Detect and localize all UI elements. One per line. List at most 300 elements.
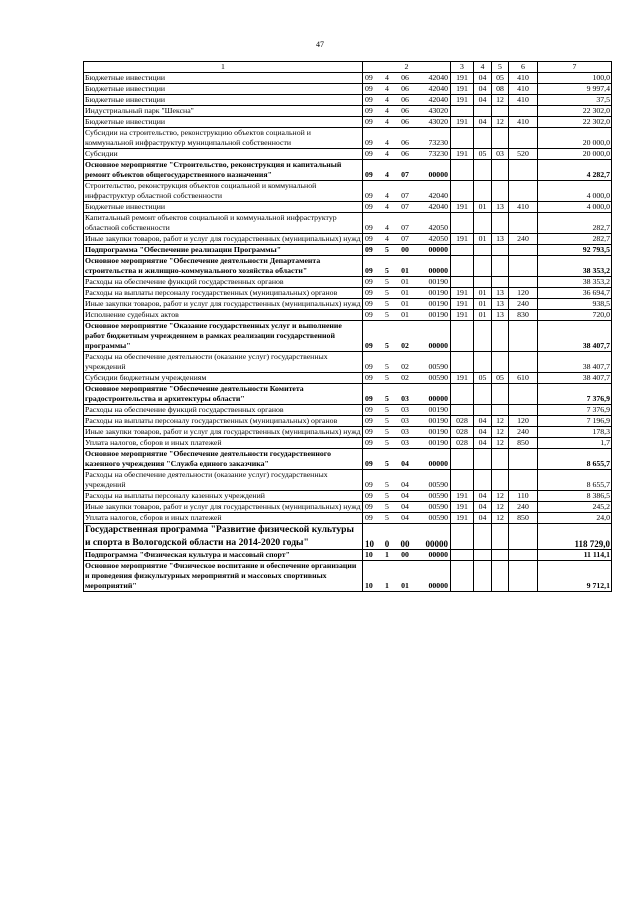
- code-part: 4: [385, 84, 389, 93]
- row-col-3: [451, 106, 474, 117]
- code-part: 5: [385, 438, 389, 447]
- code-part: 09: [365, 95, 373, 104]
- row-col-6: 850: [509, 513, 538, 524]
- row-col-5: [492, 160, 509, 181]
- code-part: 09: [365, 459, 373, 468]
- row-amount: 178,3: [538, 427, 612, 438]
- row-col-5: 12: [492, 502, 509, 513]
- row-col-4: [474, 524, 492, 550]
- row-code: [363, 373, 451, 384]
- code-part: 43020: [428, 117, 448, 126]
- row-amount: 92 793,5: [538, 245, 612, 256]
- row-col-5: [492, 561, 509, 592]
- code-part: 00: [401, 550, 409, 559]
- code-part: 07: [401, 223, 409, 232]
- row-code: [363, 245, 451, 256]
- code-part: 5: [385, 266, 389, 275]
- code-part: 42040: [428, 95, 448, 104]
- code-part: 42040: [428, 191, 448, 200]
- row-col-3: [451, 321, 474, 352]
- row-amount: 7 376,9: [538, 405, 612, 416]
- code-part: 5: [385, 416, 389, 425]
- code-part: 00000: [428, 581, 448, 590]
- row-col-6: [509, 352, 538, 373]
- code-part: 1: [385, 550, 389, 559]
- row-name: Уплата налогов, сборов и иных платежей: [84, 438, 363, 449]
- row-col-6: 240: [509, 427, 538, 438]
- row-col-4: [474, 405, 492, 416]
- row-col-6: 410: [509, 73, 538, 84]
- code-part: 09: [365, 299, 373, 308]
- row-amount: 8 386,5: [538, 491, 612, 502]
- header-col-4: 4: [474, 62, 492, 73]
- row-col-5: [492, 470, 509, 491]
- code-part: 00000: [428, 170, 448, 179]
- row-col-4: [474, 245, 492, 256]
- code-part: 01: [401, 581, 409, 590]
- row-col-6: [509, 181, 538, 202]
- row-amount: 22 302,0: [538, 117, 612, 128]
- code-part: 00000: [428, 394, 448, 403]
- row-col-4: 04: [474, 416, 492, 427]
- code-part: 42040: [428, 202, 448, 211]
- row-code: [363, 384, 451, 405]
- row-col-3: [451, 213, 474, 234]
- row-code: [363, 524, 451, 550]
- code-part: 04: [401, 459, 409, 468]
- code-part: 00000: [428, 266, 448, 275]
- code-part: 4: [385, 234, 389, 243]
- code-part: 00590: [428, 362, 448, 371]
- row-name: Основное мероприятие "Физическое воспитание и обеспечение организации и проведения физкультурных мероприятий и массовых спортивных мероприятий": [84, 561, 363, 592]
- code-part: 4: [385, 95, 389, 104]
- row-code: [363, 352, 451, 373]
- row-col-4: [474, 561, 492, 592]
- row-amount: 9 997,4: [538, 84, 612, 95]
- row-col-3: [451, 470, 474, 491]
- row-name: Основное мероприятие "Оказание государственных услуг и выполнение работ бюджетным учреждением в рамках реализации государственной программы": [84, 321, 363, 352]
- row-col-4: 01: [474, 234, 492, 245]
- header-col-1: 1: [84, 62, 363, 73]
- code-part: 4: [385, 202, 389, 211]
- row-name: Субсидии на строительство, реконструкцию объектов социальной и коммунальной инфраструктур муниципальной собственности: [84, 128, 363, 149]
- row-col-4: 05: [474, 149, 492, 160]
- row-col-3: 191: [451, 84, 474, 95]
- code-part: 04: [401, 491, 409, 500]
- code-part: 09: [365, 427, 373, 436]
- table-row: [84, 181, 612, 202]
- code-part: 03: [401, 427, 409, 436]
- row-code: [363, 288, 451, 299]
- code-part: 00190: [428, 277, 448, 286]
- row-col-4: 04: [474, 502, 492, 513]
- code-part: 00000: [428, 341, 448, 350]
- row-col-3: 191: [451, 513, 474, 524]
- code-part: 09: [365, 277, 373, 286]
- table-row: [84, 277, 612, 288]
- row-code: [363, 128, 451, 149]
- code-part: 01: [401, 299, 409, 308]
- row-code: [363, 405, 451, 416]
- row-col-6: 830: [509, 310, 538, 321]
- row-amount: 4 000,0: [538, 181, 612, 202]
- page-number: 47: [316, 40, 324, 49]
- row-col-6: [509, 213, 538, 234]
- row-col-5: 05: [492, 373, 509, 384]
- row-name: Государственная программа "Развитие физической культуры и спорта в Вологодской области на 2014-2020 годы": [84, 524, 363, 550]
- row-col-6: [509, 384, 538, 405]
- row-col-6: [509, 106, 538, 117]
- row-col-6: [509, 256, 538, 277]
- row-col-4: 01: [474, 299, 492, 310]
- code-part: 4: [385, 191, 389, 200]
- row-col-6: [509, 405, 538, 416]
- row-col-3: 191: [451, 117, 474, 128]
- code-part: 00190: [428, 288, 448, 297]
- table-row: [84, 491, 612, 502]
- row-code: [363, 470, 451, 491]
- table-row: [84, 73, 612, 84]
- header-col-5: 5: [492, 62, 509, 73]
- row-amount: 720,0: [538, 310, 612, 321]
- row-col-6: [509, 449, 538, 470]
- code-part: 5: [385, 299, 389, 308]
- table-row: [84, 405, 612, 416]
- row-col-4: 04: [474, 84, 492, 95]
- row-col-4: 01: [474, 288, 492, 299]
- row-col-5: 12: [492, 491, 509, 502]
- code-part: 00: [401, 245, 409, 254]
- table-row: [84, 299, 612, 310]
- code-part: 09: [365, 288, 373, 297]
- code-part: 00590: [428, 373, 448, 382]
- code-part: 09: [365, 341, 373, 350]
- row-amount: 38 353,2: [538, 256, 612, 277]
- row-col-6: 240: [509, 502, 538, 513]
- row-code: [363, 84, 451, 95]
- row-col-5: [492, 213, 509, 234]
- row-code: [363, 213, 451, 234]
- row-code: [363, 513, 451, 524]
- row-code: [363, 106, 451, 117]
- code-part: 5: [385, 373, 389, 382]
- code-part: 09: [365, 191, 373, 200]
- code-part: 10: [365, 581, 373, 590]
- row-col-6: [509, 321, 538, 352]
- row-code: [363, 427, 451, 438]
- table-row: [84, 202, 612, 213]
- row-col-3: 191: [451, 373, 474, 384]
- code-part: 00590: [428, 491, 448, 500]
- row-col-4: [474, 213, 492, 234]
- row-name: Основное мероприятие "Обеспечение деятельности Департамента строительства и жилищно-коммунального хозяйства области": [84, 256, 363, 277]
- code-part: 43020: [428, 106, 448, 115]
- code-part: 09: [365, 438, 373, 447]
- row-amount: 38 407,7: [538, 352, 612, 373]
- row-name: Иные закупки товаров, работ и услуг для государственных (муниципальных) нужд: [85, 427, 361, 436]
- row-col-5: 12: [492, 416, 509, 427]
- row-col-5: 12: [492, 95, 509, 106]
- table-row: [84, 373, 612, 384]
- code-part: 09: [365, 405, 373, 414]
- row-col-4: [474, 384, 492, 405]
- row-amount: 20 000,0: [538, 128, 612, 149]
- row-col-6: 520: [509, 149, 538, 160]
- row-col-3: [451, 277, 474, 288]
- table-row: [84, 384, 612, 405]
- table-row: [84, 245, 612, 256]
- row-col-5: [492, 106, 509, 117]
- row-col-3: [451, 160, 474, 181]
- row-col-5: 13: [492, 299, 509, 310]
- code-part: 00190: [428, 299, 448, 308]
- code-part: 00000: [428, 245, 448, 254]
- table-row: [84, 513, 612, 524]
- row-amount: 37,5: [538, 95, 612, 106]
- table-row: [84, 288, 612, 299]
- row-name: Субсидии: [84, 149, 363, 160]
- code-part: 09: [365, 84, 373, 93]
- code-part: 09: [365, 502, 373, 511]
- row-col-3: 191: [451, 502, 474, 513]
- table-row: [84, 117, 612, 128]
- row-col-4: 04: [474, 73, 492, 84]
- row-col-3: 028: [451, 416, 474, 427]
- code-part: 02: [401, 373, 409, 382]
- row-col-5: 03: [492, 149, 509, 160]
- code-part: 42040: [428, 84, 448, 93]
- row-col-5: 13: [492, 202, 509, 213]
- row-col-5: 08: [492, 84, 509, 95]
- row-name: Подпрограмма "Физическая культура и массовый спорт": [84, 550, 363, 561]
- table-row: [84, 416, 612, 427]
- row-col-6: 240: [509, 234, 538, 245]
- row-col-3: 028: [451, 427, 474, 438]
- code-part: 5: [385, 502, 389, 511]
- row-code: [363, 73, 451, 84]
- row-code: [363, 181, 451, 202]
- row-amount: 24,0: [538, 513, 612, 524]
- code-part: 07: [401, 202, 409, 211]
- table-row: [84, 438, 612, 449]
- row-amount: 36 694,7: [538, 288, 612, 299]
- row-name: Основное мероприятие "Строительство, реконструкция и капитальный ремонт объектов общегосударственного назначения": [84, 160, 363, 181]
- row-col-6: 240: [509, 299, 538, 310]
- row-code: [363, 256, 451, 277]
- code-part: 5: [385, 427, 389, 436]
- row-code: [363, 160, 451, 181]
- row-amount: 38 407,7: [538, 321, 612, 352]
- code-part: 09: [365, 245, 373, 254]
- row-col-4: [474, 181, 492, 202]
- row-col-4: [474, 352, 492, 373]
- row-col-4: [474, 106, 492, 117]
- code-part: 09: [365, 480, 373, 489]
- header-col-2: 2: [363, 62, 451, 73]
- code-part: 4: [385, 138, 389, 147]
- row-col-5: 13: [492, 234, 509, 245]
- row-name: Иные закупки товаров, работ и услуг для государственных (муниципальных) нужд: [85, 502, 361, 511]
- code-part: 00000: [428, 459, 448, 468]
- code-part: 00590: [428, 513, 448, 522]
- row-name: Бюджетные инвестиции: [84, 95, 363, 106]
- header-row: [84, 62, 612, 73]
- code-part: 07: [401, 170, 409, 179]
- row-col-5: 13: [492, 288, 509, 299]
- code-part: 01: [401, 266, 409, 275]
- header-col-6: 6: [509, 62, 538, 73]
- header-col-7: 7: [538, 62, 612, 73]
- code-part: 00590: [428, 480, 448, 489]
- row-col-5: [492, 128, 509, 149]
- code-part: 09: [365, 310, 373, 319]
- code-part: 1: [385, 581, 389, 590]
- row-col-4: [474, 256, 492, 277]
- row-col-4: [474, 277, 492, 288]
- table-row: [84, 128, 612, 149]
- table-row: [84, 149, 612, 160]
- code-part: 09: [365, 223, 373, 232]
- row-code: [363, 321, 451, 352]
- row-name: Иные закупки товаров, работ и услуг для государственных (муниципальных) нужд: [85, 234, 361, 243]
- row-col-4: 01: [474, 202, 492, 213]
- row-col-3: 191: [451, 95, 474, 106]
- row-name: Капитальный ремонт объектов социальной и коммунальной инфраструктур областной собственности: [84, 213, 363, 234]
- code-part: 10: [365, 539, 374, 549]
- code-part: 09: [365, 234, 373, 243]
- row-col-3: [451, 181, 474, 202]
- code-part: 5: [385, 491, 389, 500]
- code-part: 09: [365, 416, 373, 425]
- row-col-6: [509, 561, 538, 592]
- code-part: 04: [401, 513, 409, 522]
- row-amount: 8 655,7: [538, 470, 612, 491]
- row-col-5: [492, 449, 509, 470]
- row-code: [363, 438, 451, 449]
- row-amount: 282,7: [538, 234, 612, 245]
- row-amount: 7 196,9: [538, 416, 612, 427]
- code-part: 00190: [428, 405, 448, 414]
- table-row: [84, 95, 612, 106]
- code-part: 5: [385, 459, 389, 468]
- code-part: 5: [385, 288, 389, 297]
- table-row: [84, 352, 612, 373]
- code-part: 03: [401, 394, 409, 403]
- row-col-6: [509, 524, 538, 550]
- row-amount: 9 712,1: [538, 561, 612, 592]
- row-name: Расходы на обеспечение функций государственных органов: [84, 277, 363, 288]
- row-code: [363, 95, 451, 106]
- table-body: [84, 73, 612, 592]
- row-amount: 245,2: [538, 502, 612, 513]
- code-part: 00190: [428, 427, 448, 436]
- code-part: 09: [365, 138, 373, 147]
- code-part: 01: [401, 310, 409, 319]
- row-col-3: [451, 405, 474, 416]
- row-name: Расходы на обеспечение деятельности (оказание услуг) государственных учреждений: [84, 352, 363, 373]
- row-col-6: 110: [509, 491, 538, 502]
- row-code: [363, 550, 451, 561]
- row-name: Индустриальный парк "Шексна": [84, 106, 363, 117]
- row-col-3: [451, 256, 474, 277]
- row-col-5: 12: [492, 438, 509, 449]
- row-name: Бюджетные инвестиции: [84, 202, 363, 213]
- code-part: 06: [401, 117, 409, 126]
- row-col-5: [492, 524, 509, 550]
- row-col-4: 04: [474, 117, 492, 128]
- code-part: 06: [401, 149, 409, 158]
- code-part: 09: [365, 73, 373, 82]
- code-part: 5: [385, 513, 389, 522]
- row-col-5: 12: [492, 513, 509, 524]
- row-code: [363, 277, 451, 288]
- code-part: 4: [385, 170, 389, 179]
- code-part: 07: [401, 234, 409, 243]
- code-part: 5: [385, 277, 389, 286]
- row-code: [363, 416, 451, 427]
- table-row: [84, 234, 612, 245]
- row-col-3: 191: [451, 288, 474, 299]
- row-col-4: [474, 449, 492, 470]
- code-part: 06: [401, 138, 409, 147]
- row-name: Расходы на обеспечение деятельности (оказание услуг) государственных учреждений: [84, 470, 363, 491]
- row-col-3: [451, 384, 474, 405]
- row-col-6: 410: [509, 202, 538, 213]
- row-code: [363, 502, 451, 513]
- row-col-3: [451, 550, 474, 561]
- row-col-3: 191: [451, 299, 474, 310]
- row-col-3: 191: [451, 73, 474, 84]
- row-col-3: 191: [451, 149, 474, 160]
- row-name: Бюджетные инвестиции: [84, 73, 363, 84]
- code-part: 5: [385, 341, 389, 350]
- row-col-3: [451, 449, 474, 470]
- code-part: 00000: [425, 539, 448, 549]
- row-amount: 282,7: [538, 213, 612, 234]
- row-amount: 8 655,7: [538, 449, 612, 470]
- row-col-3: [451, 561, 474, 592]
- row-amount: 938,5: [538, 299, 612, 310]
- row-col-3: [451, 352, 474, 373]
- code-part: 42050: [428, 234, 448, 243]
- row-amount: 4 000,0: [538, 202, 612, 213]
- row-col-6: 850: [509, 438, 538, 449]
- row-code: [363, 234, 451, 245]
- row-name: Иные закупки товаров, работ и услуг для государственных (муниципальных) нужд: [85, 299, 361, 308]
- row-col-4: 01: [474, 310, 492, 321]
- code-part: 09: [365, 373, 373, 382]
- code-part: 5: [385, 405, 389, 414]
- row-name: Основное мероприятие "Обеспечение деятельности государственного казенного учреждения "Служба единого заказчика": [84, 449, 363, 470]
- row-col-3: [451, 524, 474, 550]
- code-part: 07: [401, 191, 409, 200]
- row-col-4: 04: [474, 427, 492, 438]
- row-col-6: 120: [509, 416, 538, 427]
- code-part: 04: [401, 480, 409, 489]
- row-col-6: [509, 160, 538, 181]
- row-col-5: [492, 181, 509, 202]
- row-code: [363, 449, 451, 470]
- row-col-3: 191: [451, 310, 474, 321]
- row-name: Подпрограмма "Обеспечение реализации Программы": [84, 245, 363, 256]
- row-col-6: [509, 128, 538, 149]
- row-code: [363, 117, 451, 128]
- row-amount: 4 282,7: [538, 160, 612, 181]
- code-part: 01: [401, 277, 409, 286]
- row-col-4: 04: [474, 491, 492, 502]
- code-part: 03: [401, 416, 409, 425]
- row-col-6: 410: [509, 117, 538, 128]
